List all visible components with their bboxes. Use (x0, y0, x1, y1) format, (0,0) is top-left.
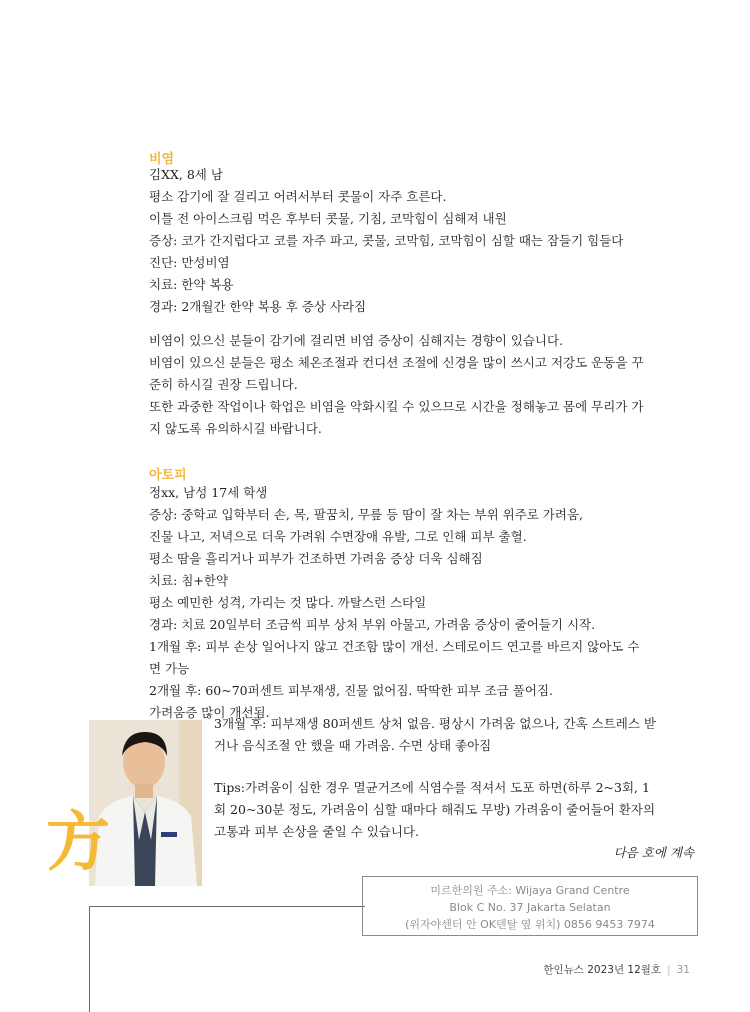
section-heading-rhinitis: 비염 (149, 152, 175, 167)
frame-line-horizontal (89, 906, 365, 907)
section-heading-atopy: 아토피 (149, 468, 187, 483)
case-line: 진단: 만성비염 (149, 255, 230, 270)
advice-line: 비염이 있으신 분들은 평소 체온조절과 컨디션 조절에 신경을 많이 쓰시고 저강도 운동을 꾸 (149, 355, 644, 370)
address-line-2: Blok C No. 37 Jakarta Selatan (449, 901, 611, 914)
tips-line: Tips:가려움이 심한 경우 멸균거즈에 식염수를 적셔서 도포 하면(하루 2~3회, 1 (214, 780, 650, 795)
hanja-logo-mark: 方 (46, 806, 110, 880)
to-be-continued-note: 다음 호에 계속 (613, 845, 694, 860)
page-number: 31 (676, 964, 690, 976)
publication-name: 한인뉴스 2023년 12월호 (543, 964, 662, 976)
address-line-3: (위자야센터 안 OK덴탈 옆 위치) 0856 9453 7974 (405, 918, 655, 931)
case-line: 증상: 코가 간지럽다고 코를 자주 파고, 콧물, 코막힘, 코막힘이 심할 때는 잠들기 힘들다 (149, 233, 624, 248)
case-line: 평소 예민한 성격, 가리는 것 많다. 까탈스런 스타일 (149, 595, 427, 610)
advice-line: 준히 하시길 권장 드립니다. (149, 377, 298, 392)
address-line-1: 미르한의원 주소: Wijaya Grand Centre (430, 884, 630, 897)
case-line: 치료: 한약 복용 (149, 277, 234, 292)
case-line: 면 가능 (149, 661, 190, 676)
progress-line: 거나 음식조절 안 했을 때 가려움. 수면 상태 좋아짐 (214, 738, 492, 753)
advice-line: 지 않도록 유의하시길 바랍니다. (149, 421, 322, 436)
tips-paragraph (214, 777, 697, 843)
clinic-address-box (362, 876, 698, 936)
case-line: 증상: 중학교 입학부터 손, 목, 팔꿈치, 무릎 등 땀이 잘 차는 부위 위주로 가려움, (149, 507, 584, 522)
advice-line: 비염이 있으신 분들이 감기에 걸리면 비염 증상이 심해지는 경향이 있습니다. (149, 333, 564, 348)
footer-separator: | (667, 964, 671, 976)
case-line: 경과: 치료 20일부터 조금씩 피부 상처 부위 아물고, 가려움 증상이 줄어들기 시작. (149, 617, 596, 632)
case-line: 정xx, 남성 17세 학생 (149, 485, 268, 500)
case-line: 평소 땀을 흘리거나 피부가 건조하면 가려움 증상 더욱 심해짐 (149, 551, 483, 566)
case-line: 경과: 2개월간 한약 복용 후 증상 사라짐 (149, 299, 367, 314)
case-line: 평소 감기에 잘 걸리고 어려서부터 콧물이 자주 흐른다. (149, 189, 447, 204)
progress-line: 3개월 후: 피부재생 80퍼센트 상처 없음. 평상시 가려움 없으나, 간혹 스트레스 받 (214, 716, 656, 731)
tips-line: 고통과 피부 손상을 줄일 수 있습니다. (214, 824, 419, 839)
tips-line: 회 20~30분 정도, 가려움이 심할 때마다 해줘도 무방) 가려움이 줄어들어 환자의 (214, 802, 656, 817)
atopy-case-list (149, 482, 697, 724)
case-line: 2개월 후: 60~70퍼센트 피부재생, 진물 없어짐. 딱딱한 피부 조금 풀어짐. (149, 683, 554, 698)
case-line: 가려움증 많이 개선됨. (149, 705, 270, 720)
case-line: 1개월 후: 피부 손상 일어나지 않고 건조함 많이 개선. 스테로이드 연고를 바르지 않아도 수 (149, 639, 640, 654)
rhinitis-case-list (149, 164, 697, 318)
case-line: 치료: 침+한약 (149, 573, 229, 588)
frame-line-vertical (89, 906, 90, 1012)
rhinitis-advice-paragraph (149, 330, 697, 440)
case-line: 이틀 전 아이스크림 먹은 후부터 콧물, 기침, 코막힘이 심해져 내원 (149, 211, 507, 226)
case-line: 김XX, 8세 남 (149, 167, 223, 182)
advice-line: 또한 과중한 작업이나 학업은 비염을 악화시킬 수 있으므로 시간을 정해놓고 몸에 무리가 가 (149, 399, 644, 414)
page-footer (543, 962, 690, 977)
case-line: 진물 나고, 저녁으로 더욱 가려워 수면장애 유발, 그로 인해 피부 출혈. (149, 529, 527, 544)
atopy-progress-continued (214, 713, 697, 757)
